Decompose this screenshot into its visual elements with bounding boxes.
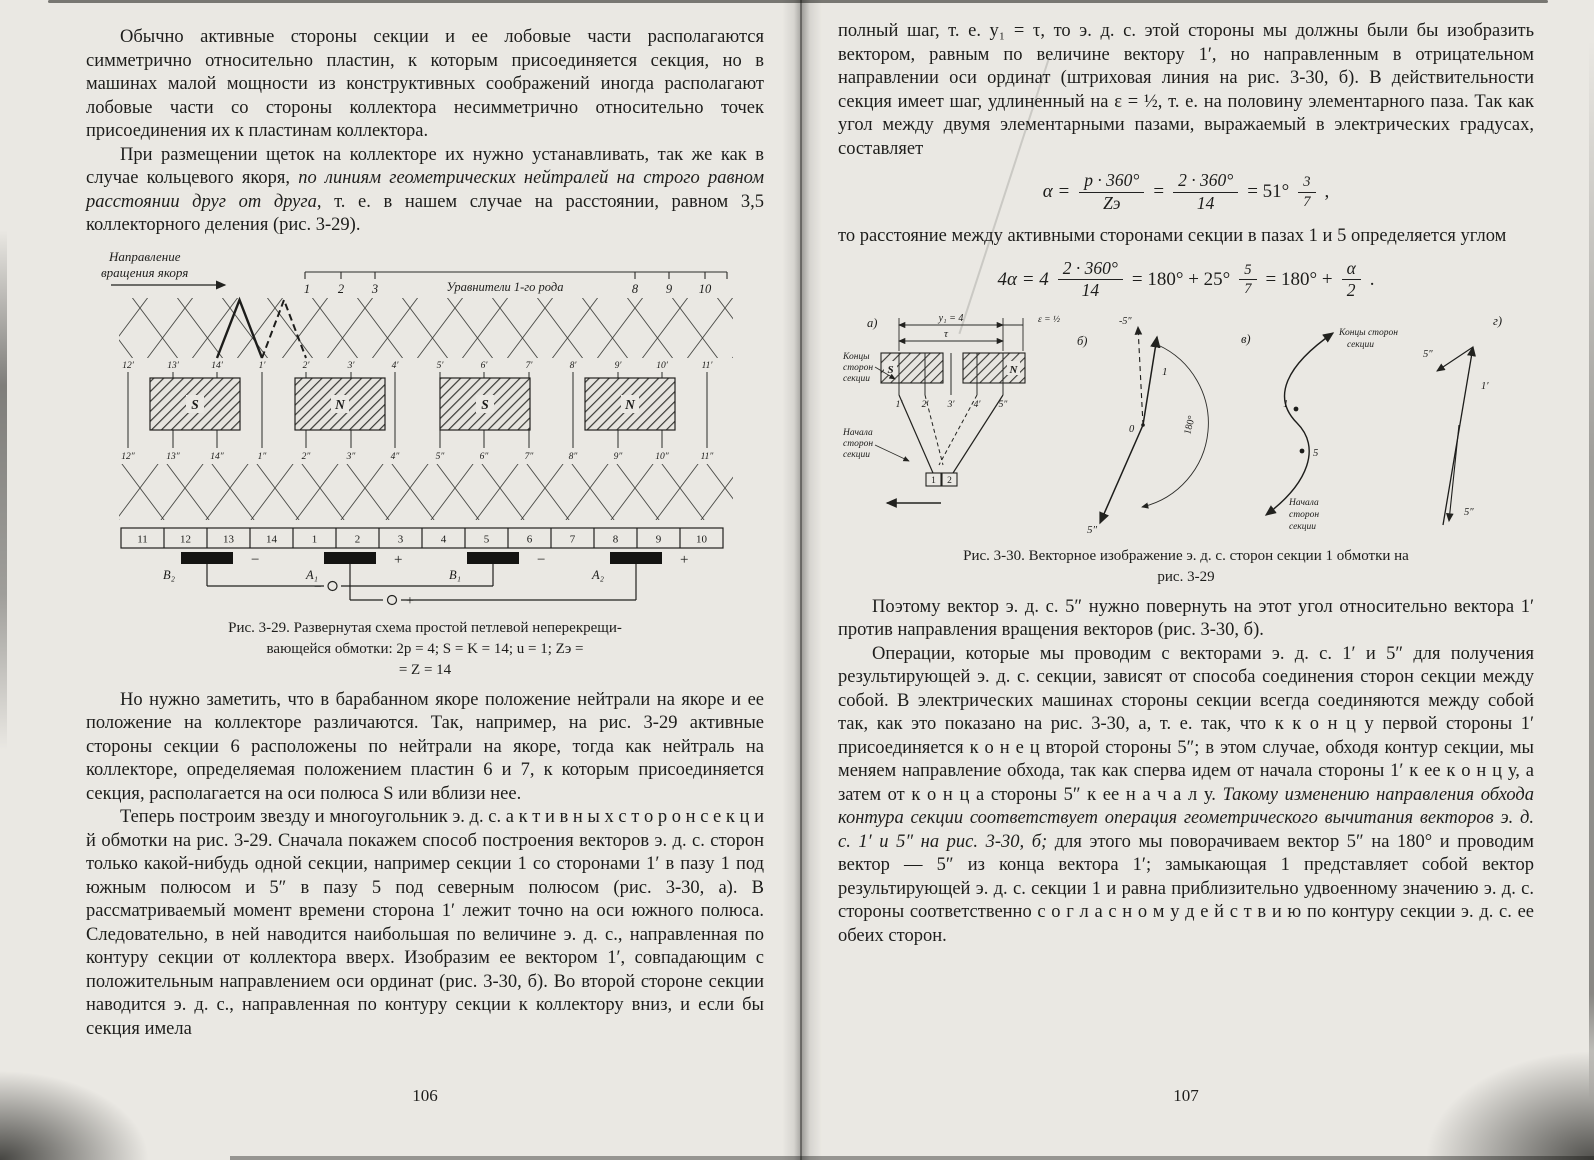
bar-label: 2 [947,475,952,486]
svg-text:10: 10 [696,533,707,545]
text-run-italic: по линиям геометрических нейтралей на строго равном расстоянии друг от друга [86,168,765,212]
dim-tau: τ [944,327,948,340]
svg-text:7′: 7′ [525,360,533,371]
caption-line: рис. 3-29 [1157,568,1215,585]
svg-text:6′: 6′ [480,360,488,371]
point-1-label: 1 [1283,398,1289,410]
svg-text:8′: 8′ [569,360,577,371]
dim-eps: ε = ½ [1038,314,1061,325]
text-run: для этого мы поворачиваем вектор 5″ на 180° и проводим вектор — 5″ из конца вектора 1′; замыкающая 1 представляет собой вектор результирующей э. д. с. секции 1 и равна приблизительно удвоенному значению э. д. с. стороны соответственно с о г л а с н о м у д е й с т в и ю по контуру секции э. д. с. ее обеих сторон. [838,831,1534,946]
formula-part: 4α = 4 [997,268,1049,290]
svg-text:12: 12 [180,533,191,545]
paragraph: Но нужно заметить, что в барабанном якоре положение нейтрали на якоре и ее положение на коллекторе различаются. Так, например, на рис. 3-29 активные стороны секции 6 расположены по нейтрали на якоре, тогда как нейтраль на коллекторе, определяемая положением пластин 6 и 7, к которым присоединяется секция, располагается на оси полюса S или вблизи нее. [86,689,764,804]
brush-label: A₂ [592,567,604,582]
page-number-left: 106 [412,1086,438,1105]
slot-label: 1′ [895,399,903,410]
starts-label: сторон [1289,509,1320,520]
part-label-v: в) [1241,331,1251,346]
svg-text:2″: 2″ [301,451,311,462]
svg-text:6″: 6″ [479,451,489,462]
pole-label: N [625,396,635,412]
svg-text:10″: 10″ [655,451,669,462]
point-5-label: 5 [1313,447,1319,459]
top-number: 1 [303,281,311,296]
svg-text:5″: 5″ [435,451,445,462]
svg-text:14″: 14″ [210,451,224,462]
end-winding-top [119,298,733,358]
vector-diagram [841,313,1531,538]
svg-text:8: 8 [612,533,619,545]
paragraph: Поэтому вектор э. д. с. 5″ нужно повернуть на этот угол относительно вектора 1′ против направления вращения векторов (рис. 3-30, б). [838,596,1534,641]
dim-y1: y₁ = 4 [938,312,964,324]
svg-text:4′: 4′ [391,360,399,371]
caption-line: = Z = 14 [398,661,452,678]
svg-text:11′: 11′ [701,360,713,371]
svg-text:4″: 4″ [390,451,400,462]
fraction: $\frac{2 \cdot 360^\circ}{14}$ [1058,259,1123,301]
starts-label: секции [843,449,871,460]
caption-line: вающейся обмотки: 2p = 4; S = K = 14; u = 1; Zэ = [266,640,584,657]
formula-4alpha [838,259,1534,301]
top-number: 2 [337,281,345,296]
pole-n-label: N [1009,363,1018,376]
fraction: $\frac{p \cdot 360^\circ}{Zэ}$ [1079,171,1144,213]
formula-part: α = [1042,181,1071,203]
slot-label: 4′ [973,399,981,410]
top-number: 10 [698,281,712,296]
svg-text:9: 9 [655,533,662,545]
ends-label: Концы сторон [1339,327,1399,338]
svg-text:3: 3 [397,533,404,545]
fraction: $\frac{\alpha}{2}$ [1342,259,1361,301]
svg-text:10′: 10′ [656,360,668,371]
fig330-part-v [1241,328,1398,532]
formula-part: = 180° + 25° [1131,268,1231,290]
pole-label: S [481,396,489,412]
fig330-part-b [1077,316,1208,536]
bar-label: 1 [931,475,936,486]
text-run: , т. е. в нашем случае на расстоянии, равном 3,5 коллекторного деления (рис. 3-29). [86,191,764,235]
page-left [86,0,764,1160]
slot-label: 2′ [921,399,929,410]
svg-text:4: 4 [440,533,447,545]
pole-shoes [150,378,675,430]
angle-label: 180° [1182,414,1198,436]
top-number: 9 [665,281,673,296]
page-gutter-shadow [782,0,822,1160]
brush-label: A₁ [306,567,318,582]
paragraph: полный шаг, т. е. y₁ = τ, то э. д. с. этой стороны мы должны были бы изобразить вектором, равным по величине вектору 1′, но направленным в отрицательном направлении оси ординат (штриховая линия на рис. 3-30, б). В действительности секция имеет шаг, удлиненный на ε = ½, т. е. на половину элементарного паза. Так как угол между двумя элементарными пазами, выражаемый в электрических градусах, составляет [838,21,1534,159]
svg-text:13′: 13′ [167,360,179,371]
svg-text:14′: 14′ [211,360,223,371]
brush-sign: + [680,551,689,568]
scan-edge-left [0,230,7,750]
svg-text:1: 1 [311,533,318,545]
figure-3-29 [86,248,764,681]
text-run: Операции, которые мы проводим с векторами э. д. с. 1′ и 5″ для получения результирующей э. д. с. секции, зависят от способа соединения сторон секции между собой. В электрических машинах стороны секции всегда соединяются между собой так, как это показано на рис. 3-30, а, т. е. так, что к к о н ц у первой стороны 1′ присоединяется к о н е ц второй стороны 5″; в этом случае, обходя контур секции, мы меняем направление обхода, так как сперва идем от начала стороны 1′ к ее к о н ц у, а затем от к о н ц а стороны 5″ к ее н а ч а л у. [838,643,1534,805]
pole-label: N [335,396,345,412]
page-gutter-line [800,0,802,1160]
direction-label-line2: вращения якоря [101,264,189,280]
equalizer-bracket [305,272,727,279]
svg-text:13″: 13″ [166,451,180,462]
ends-label: сторон [843,362,874,373]
paragraph: то расстояние между активными сторонами секции в пазах 1 и 5 определяется углом [838,226,1507,247]
slot-label: 5″ [998,399,1008,410]
starts-label: сторон [843,438,874,449]
brush-sign: − [537,551,546,568]
terminal-minus: − [314,579,322,595]
brush-label: B₂ [163,567,175,582]
vector-1prime-label: 1′ [1481,380,1489,392]
vector-1-label: 1 [1162,365,1168,378]
vector-5-label: 5″ [1087,523,1098,536]
slot-numbers-bottom [121,452,714,462]
origin-label: 0 [1129,423,1135,435]
starts-label: Начала [843,427,873,438]
end-winding-bottom [119,464,733,520]
svg-text:3′: 3′ [347,360,355,371]
formula-part: = 51° [1247,181,1290,203]
figure-3-29-caption [86,618,764,681]
svg-text:3″: 3″ [346,451,356,462]
part-label-g: г) [1493,313,1503,328]
paragraph: Теперь построим звезду и многоугольник э. д. с. а к т и в н ы х с т о р о н с е к ц и й обмотки на рис. 3-29. Сначала покажем способ построения векторов э. д. с. сторон только какой-нибудь одной секции, например секции 1 со сторонами 1′ в пазу 1 под южным полюсом и 5″ в пазу 5 под северным полюсом (рис. 3-30, а). В рассматриваемый момент времени сторона 1′ лежит точно на оси южного полюса. Следовательно, в ней наводится наибольшая по величине э. д. с., направленная по контуру секции от коллектора вверх. Изобразим ее вектором 1′, совпадающим с положительным направлением оси ординат (рис. 3-30, б). Во второй стороне секции наводится э. д. с., направленная по контуру секции к коллектору вниз, и если бы секция имела [86,807,764,1039]
vector-5-top-label: 5″ [1423,348,1433,360]
formula-part: , [1324,181,1330,203]
svg-text:5: 5 [483,533,490,545]
figure-3-30-caption [838,546,1534,588]
figure-3-30 [838,313,1534,588]
svg-text:6: 6 [526,533,533,545]
svg-text:9′: 9′ [614,360,622,371]
formula-alpha [838,171,1534,213]
top-number: 3 [371,281,379,296]
part-label-b: б) [1077,333,1088,348]
ends-label: Концы [843,351,870,362]
ends-label: секции [843,373,871,384]
pole-s-label: S [887,363,894,376]
fig330-part-a [842,313,1060,503]
svg-text:2′: 2′ [302,360,310,371]
svg-text:9″: 9″ [613,451,623,462]
svg-text:7″: 7″ [524,451,534,462]
top-number: 8 [631,281,639,296]
formula-part: = 180° + [1265,268,1333,290]
rotation-direction-label [101,249,225,285]
paragraph [86,144,764,238]
pole-label: S [191,396,199,412]
page-right [838,0,1534,1160]
ends-label: секции [1347,339,1375,350]
paragraph [838,643,1534,949]
brush-sign: + [394,551,403,568]
vector-minus5-label: -5″ [1119,315,1132,327]
starts-label: Начала [1289,497,1319,508]
caption-line: Рис. 3-29. Развернутая схема простой петлевой неперекрещи- [228,619,622,636]
part-label-a: а) [867,315,878,330]
brush-label: B₁ [449,567,461,582]
svg-text:11: 11 [137,533,148,545]
page-number-right: 107 [1173,1086,1199,1105]
svg-text:1′: 1′ [258,360,266,371]
formula-part: . [1369,268,1375,290]
svg-text:2: 2 [354,533,361,545]
terminal-wires [207,564,636,605]
paragraph: Обычно активные стороны секции и ее лобовые части располагаются симметрично относительно пластин, к которым присоединяется секция, но в машинах малой мощности из конструктивных соображений иногда располагают лобовые части со стороны коллектора несимметрично относительно точек присоединения их к пластинам коллектора. [86,27,764,141]
slot-numbers-top [122,361,713,371]
winding-diagram [95,248,755,610]
svg-text:12″: 12″ [121,451,135,462]
fraction: $\frac{3}{7}$ [1298,174,1315,209]
fraction: $\frac{2 \cdot 360^\circ}{14}$ [1173,171,1238,213]
svg-text:1″: 1″ [257,451,267,462]
scan-edge-right [1589,40,1594,1100]
brushes [163,552,688,582]
terminal-plus: + [406,593,414,609]
brush-sign: − [251,551,260,568]
vector-5-bottom-label: 5″ [1464,506,1474,518]
svg-text:14: 14 [266,533,277,545]
fraction: $\frac{5}{7}$ [1239,262,1256,297]
svg-text:11″: 11″ [700,451,714,462]
caption-line: Рис. 3-30. Векторное изображение э. д. с. сторон секции 1 обмотки на [963,547,1409,564]
formula-part: = [1153,181,1165,203]
commutator [121,528,723,548]
slot-label: 3′ [947,399,955,410]
equalizer-label: Уравнители 1-го рода [446,279,564,294]
direction-label-line1: Направление [109,248,181,264]
fig330-part-g [1423,314,1502,525]
starts-label: секции [1289,521,1317,532]
svg-text:7: 7 [569,533,576,545]
text-run-italic: Такому изменению направления обхода контура секции соответствует операция геометрического вычитания векторов э. д. с. 1′ и 5″ на рис. 3-30, б; [838,784,1535,852]
svg-text:8″: 8″ [568,451,578,462]
svg-text:12′: 12′ [122,360,134,371]
svg-text:5′: 5′ [436,360,444,371]
svg-text:13: 13 [223,533,234,545]
text-run: При размещении щеток на коллекторе их нужно устанавливать, так же как в случае кольцевого якоря, [86,144,764,188]
